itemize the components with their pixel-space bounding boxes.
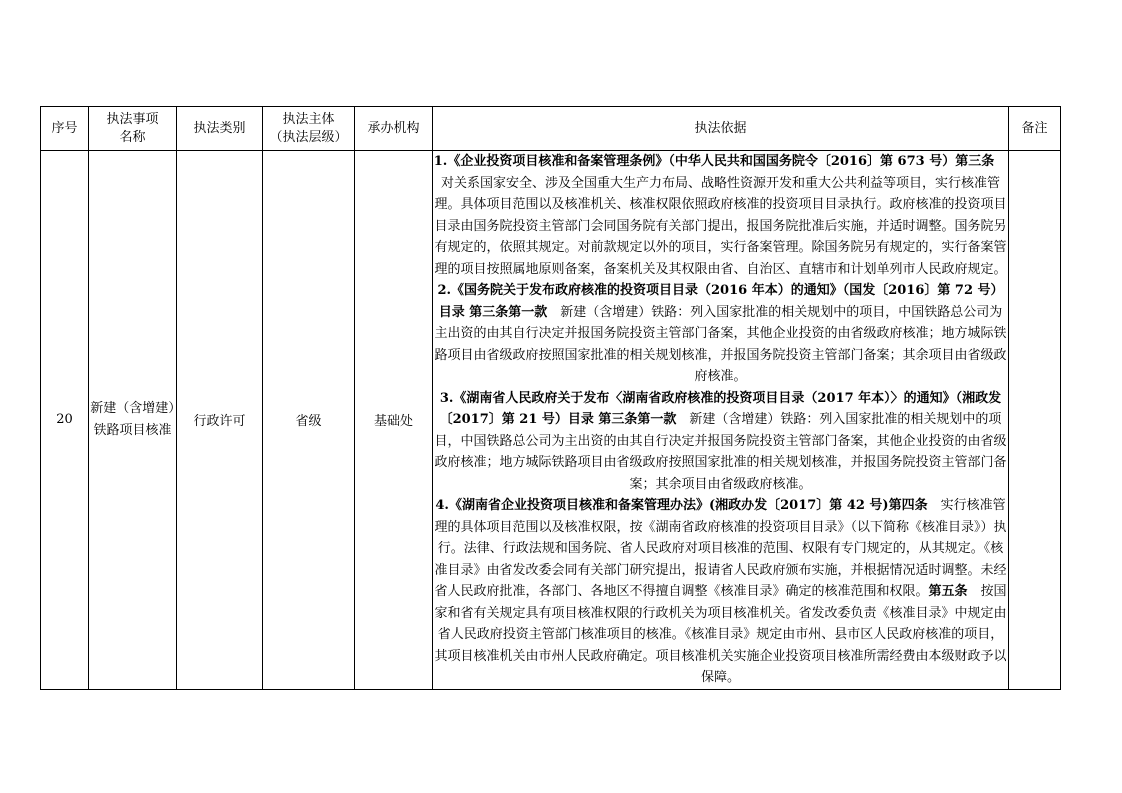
header-remark: 备注 bbox=[1009, 107, 1061, 151]
cell-remark bbox=[1009, 151, 1061, 690]
header-subject: 执法主体 （执法层级） bbox=[263, 107, 355, 151]
basis-item-2-title: 2.《国务院关于发布政府核准的投资项目目录（2016 年本）的通知》（国发〔2016〕第 72 号）目录 第三条第一款 bbox=[437, 283, 1004, 320]
header-basis: 执法依据 bbox=[433, 107, 1009, 151]
basis-item-4-title: 4.《湖南省企业投资项目核准和备案管理办法》(湘政办发〔2017〕第 42 号)第四条 bbox=[435, 498, 928, 513]
basis-item-2-text: 新建（含增建）铁路：列入国家批准的相关规划中的项目，中国铁路总公司为主出资的由其自行决定并报国务院投资主管部门备案，其他企业投资的由省级政府核准；地方城际铁路项目由省级政府按照国家批准的相关规划核准，并报国务院投资主管部门备案；其余项目由省级政府核准。 bbox=[434, 304, 1007, 384]
cell-basis bbox=[433, 151, 1009, 690]
cell-item-name: 新建（含增建）铁路项目核准 bbox=[89, 151, 177, 690]
law-enforcement-table bbox=[40, 106, 1061, 690]
basis-item-3-title: 3.《湖南省人民政府关于发布〈湖南省政府核准的投资项目目录（2017 年本）〉的通知》（湘政发〔2017〕第 21 号）目录 第三条第一款 bbox=[439, 390, 1002, 427]
basis-item-4-text: 实行核准管理的具体项目范围以及核准权限，按《湖南省政府核准的投资项目目录》（以下简称《核准目录》）执行。法律、行政法规和国务院、省人民政府对项目核准的范围、权限有专门规定的，从其规定。《核准目录》由省发改委会同有关部门研究提出，报请省人民政府颁布实施，并根据情况适时调整。未经省人民政府批准，各部门、各地区不得擅自调整《核准目录》确定的核准范围和权限。 bbox=[434, 498, 1007, 599]
basis-item-1-text: 对关系国家安全、涉及全国重大生产力布局、战略性资源开发和重大公共利益等项目，实行核准管理。具体项目范围以及核准机关、核准权限依照政府核准的投资项目目录执行。政府核准的投资项目目录由国务院投资主管部门会同国务院有关部门提出，报国务院批准后实施，并适时调整。国务院另有规定的，依照其规定。对前款规定以外的项目，实行备案管理。除国务院另有规定的，实行备案管理的项目按照属地原则备案，备案机关及其权限由省、自治区、直辖市和计划单列市人民政府规定。 bbox=[434, 154, 1008, 277]
header-row bbox=[41, 107, 1061, 151]
basis-item-3-text: 新建（含增建）铁路：列入国家批准的相关规划中的项目，中国铁路总公司为主出资的由其自行决定并报国务院投资主管部门备案，其他企业投资的由省级政府核准；地方城际铁路项目由省级政府按照国家批准的相关规划核准，并报国务院投资主管部门备案；其余项目由省级政府核准。 bbox=[434, 412, 1007, 492]
basis-item-2 bbox=[433, 280, 1008, 388]
header-agency: 承办机构 bbox=[355, 107, 433, 151]
basis-item-4-article5-title: 第五条 bbox=[928, 584, 968, 599]
cell-subject: 省级 bbox=[263, 151, 355, 690]
basis-item-1 bbox=[433, 151, 1008, 280]
header-item-name: 执法事项 名称 bbox=[89, 107, 177, 151]
basis-item-4 bbox=[433, 495, 1008, 689]
table-row bbox=[41, 151, 1061, 690]
header-seq: 序号 bbox=[41, 107, 89, 151]
cell-seq: 20 bbox=[41, 151, 89, 690]
basis-item-1-title: 1.《企业投资项目核准和备案管理条例》（中华人民共和国国务院令〔2016〕第 673 号）第三条 bbox=[433, 154, 995, 169]
header-category: 执法类别 bbox=[177, 107, 263, 151]
basis-item-3 bbox=[433, 388, 1008, 496]
cell-category: 行政许可 bbox=[177, 151, 263, 690]
cell-agency: 基础处 bbox=[355, 151, 433, 690]
basis-item-4-article5-text: 按国家和省有关规定具有项目核准权限的行政机关为项目核准机关。省发改委负责《核准目录》中规定由省人民政府投资主管部门核准项目的核准。《核准目录》规定由市州、县市区人民政府核准的项目，其项目核准机关由市州人民政府确定。项目核准机关实施企业投资项目核准所需经费由本级财政予以保障。 bbox=[434, 584, 1007, 685]
